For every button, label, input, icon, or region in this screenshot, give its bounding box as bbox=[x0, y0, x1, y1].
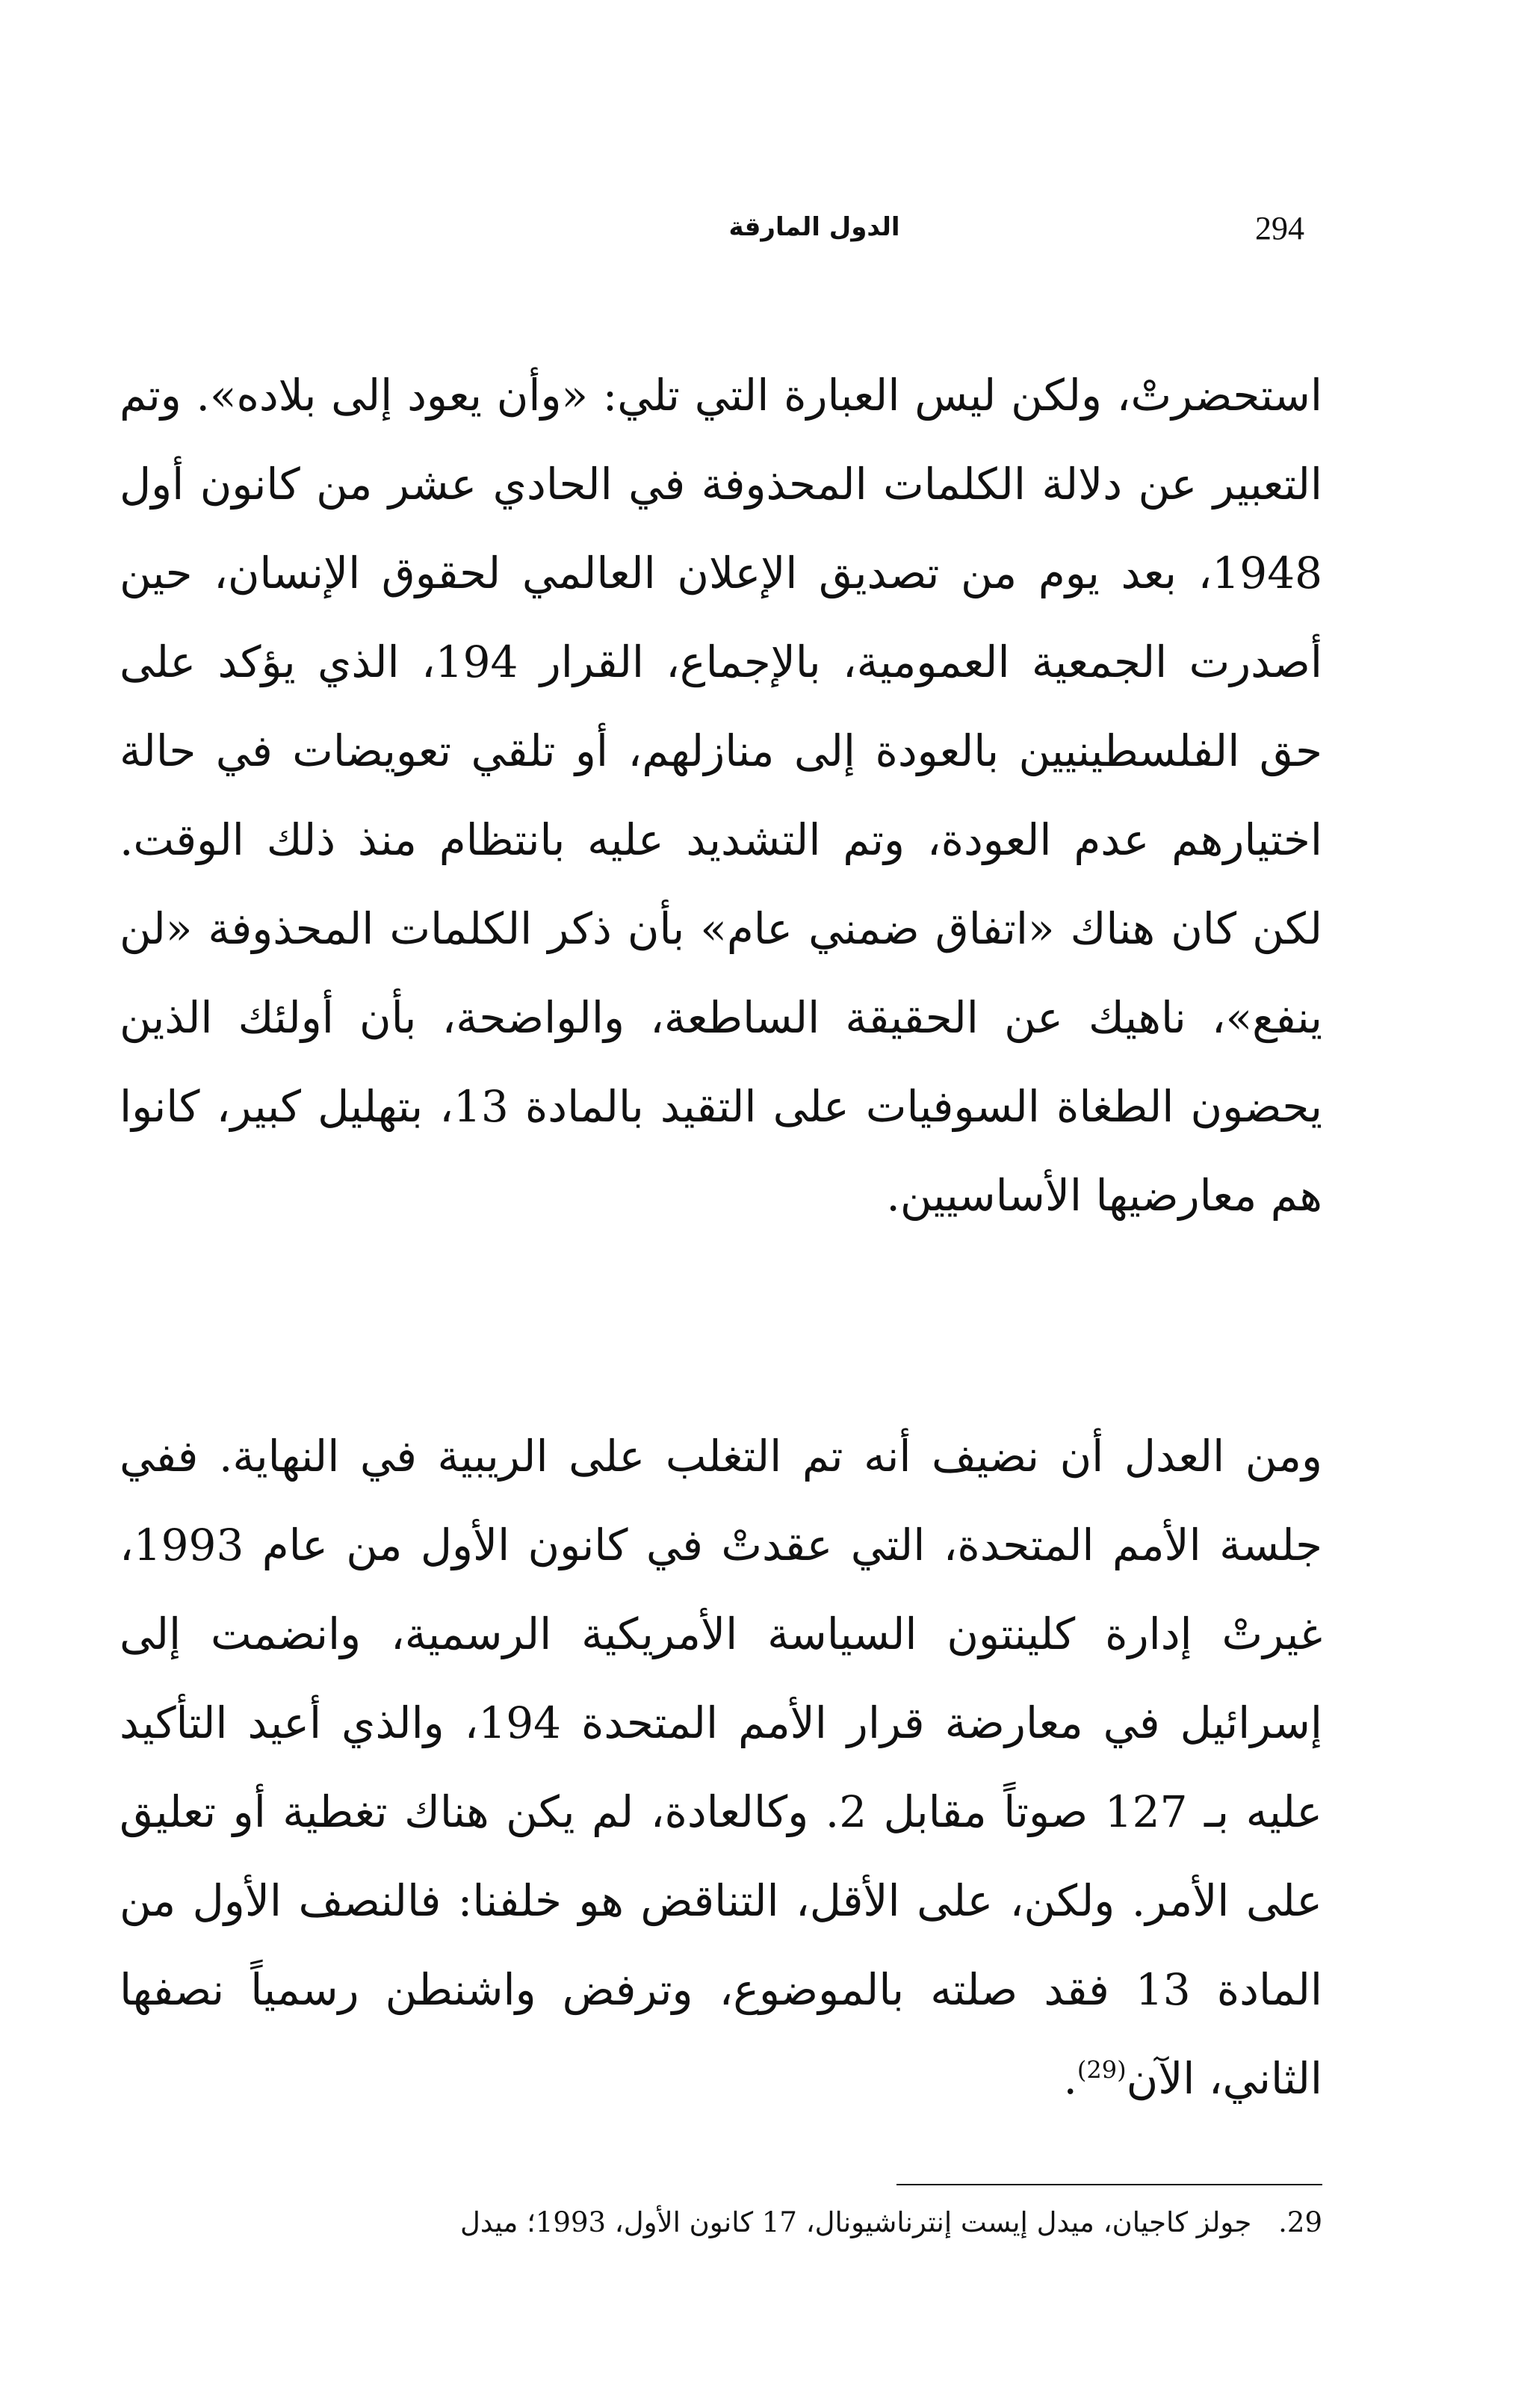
running-title: الدول المارقة bbox=[728, 212, 900, 242]
footnote bbox=[120, 2200, 1322, 2245]
footnote-number: 29. bbox=[1278, 2206, 1322, 2238]
body-paragraph bbox=[120, 1412, 1322, 2123]
page-number: 294 bbox=[1255, 210, 1304, 247]
paragraph-text: ومن العدل أن نضيف أنه تم التغلب على الريبية في النهاية. ففي جلسة الأمم المتحدة، التي عقدتْ في كانون الأول من عام 1993، غيرتْ إدارة كلينتون السياسة الأمريكية الرسمية، وانضمت إلى إسرائيل في معارضة قرار الأمم المتحدة 194، والذي أعيد التأكيد عليه بـ 127 صوتاً مقابل 2. وكالعادة، لم يكن هناك تغطية أو تعليق على الأمر. ولكن، على الأقل، التناقض هو خلفنا: فالنصف الأول من المادة 13 فقد صلته بالموضوع، وترفض واشنطن رسمياً نصفها الثاني، الآن bbox=[120, 1431, 1323, 2104]
footnote-reference: (29) bbox=[1077, 2055, 1127, 2084]
paragraph-text: استحضرتْ، ولكن ليس العبارة التي تلي: «وأن يعود إلى بلاده». وتم التعبير عن دلالة الكلمات المحذوفة في الحادي عشر من كانون أول 1948، بعد يوم من تصديق الإعلان العالمي لحقوق الإنسان، حين أصدرت الجمعية العمومية، بالإجماع، القرار 194، الذي يؤكد على حق الفلسطينيين بالعودة إلى منازلهم، أو تلقي تعويضات في حالة اختيارهم عدم العودة، وتم التشديد عليه بانتظام منذ ذلك الوقت. لكن كان هناك «اتفاق ضمني عام» بأن ذكر الكلمات المحذوفة «لن ينفع»، ناهيك عن الحقيقة الساطعة، والواضحة، بأن أولئك الذين يحضون الطغاة السوفيات على التقيد بالمادة 13، بتهليل كبير، كانوا هم معارضيها الأساسيين. bbox=[120, 370, 1322, 1221]
paragraph-ending: . bbox=[1063, 2053, 1077, 2104]
footnote-text: جولز كاجيان، ميدل إيست إنترناشيونال، 17 كانون الأول، 1993؛ ميدل bbox=[460, 2206, 1252, 2238]
body-paragraph bbox=[120, 351, 1322, 1240]
page-header bbox=[120, 209, 1322, 269]
footnote-separator bbox=[896, 2184, 1322, 2185]
